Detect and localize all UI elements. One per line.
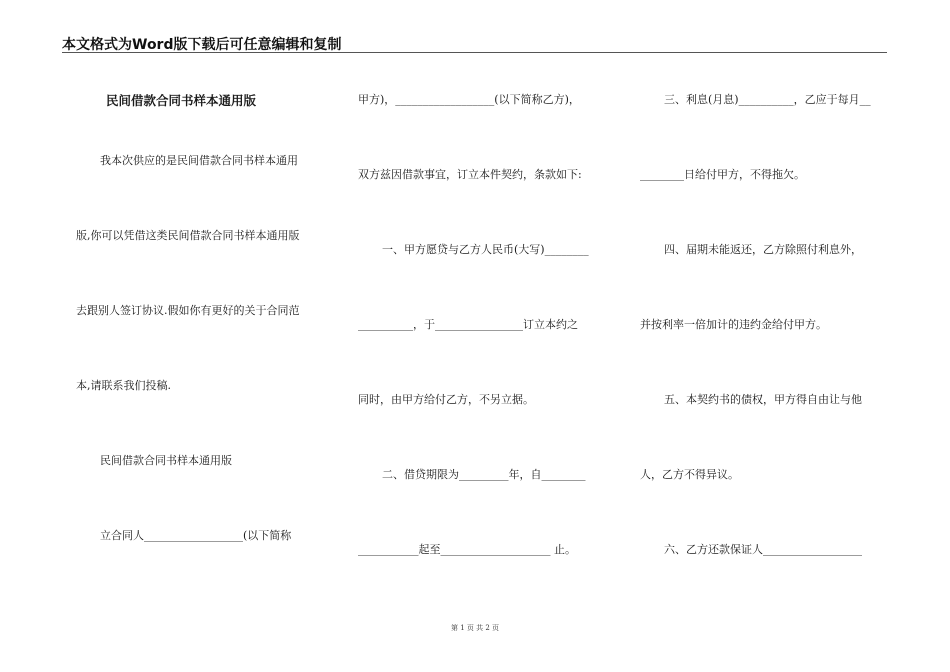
paragraph-line: ________日给付甲方，不得拖欠。	[640, 168, 805, 181]
page-number: 第 1 页 共 2 页	[450, 624, 500, 632]
header-divider	[62, 52, 887, 53]
paragraph-line: 本,请联系我们投稿.	[76, 379, 171, 392]
paragraph-line: 版,你可以凭借这类民间借款合同书样本通用版	[76, 229, 300, 242]
paragraph-line: 六、乙方还款保证人__________________	[664, 543, 862, 556]
paragraph-line: 我本次供应的是民间借款合同书样本通用	[100, 154, 298, 167]
paragraph-line: __________，于________________订立本约之	[358, 318, 578, 331]
paragraph-line: 并按利率一倍加计的违约金给付甲方。	[640, 318, 827, 331]
paragraph-line: 立合同人__________________(以下简称	[100, 529, 292, 542]
paragraph-line: 二、借贷期限为_________年，自________	[382, 468, 586, 481]
paragraph-line: 人，乙方不得异议。	[640, 468, 739, 481]
document-title: 民间借款合同书样本通用版	[106, 93, 257, 108]
paragraph-line: 去跟别人签订协议.假如你有更好的关于合同范	[76, 304, 300, 317]
paragraph-line: 同时，由甲方给付乙方，不另立据。	[358, 393, 534, 406]
paragraph-line: 四、届期未能返还，乙方除照付利息外，	[664, 243, 862, 256]
paragraph-line: 民间借款合同书样本通用版	[100, 454, 232, 467]
document-header: 本文格式为Word版下载后可任意编辑和复制	[62, 37, 342, 53]
paragraph-line: ___________起至____________________ 止。	[358, 543, 576, 556]
paragraph-line: 甲方)，__________________(以下简称乙方)，	[358, 93, 580, 106]
paragraph-line: 三、利息(月息)__________，乙应于每月__	[664, 93, 871, 106]
paragraph-line: 一、甲方愿贷与乙方人民币(大写)________	[382, 243, 589, 256]
paragraph-line: 双方兹因借款事宜，订立本件契约，条款如下:	[358, 168, 582, 181]
paragraph-line: 五、本契约书的债权，甲方得自由让与他	[664, 393, 862, 406]
